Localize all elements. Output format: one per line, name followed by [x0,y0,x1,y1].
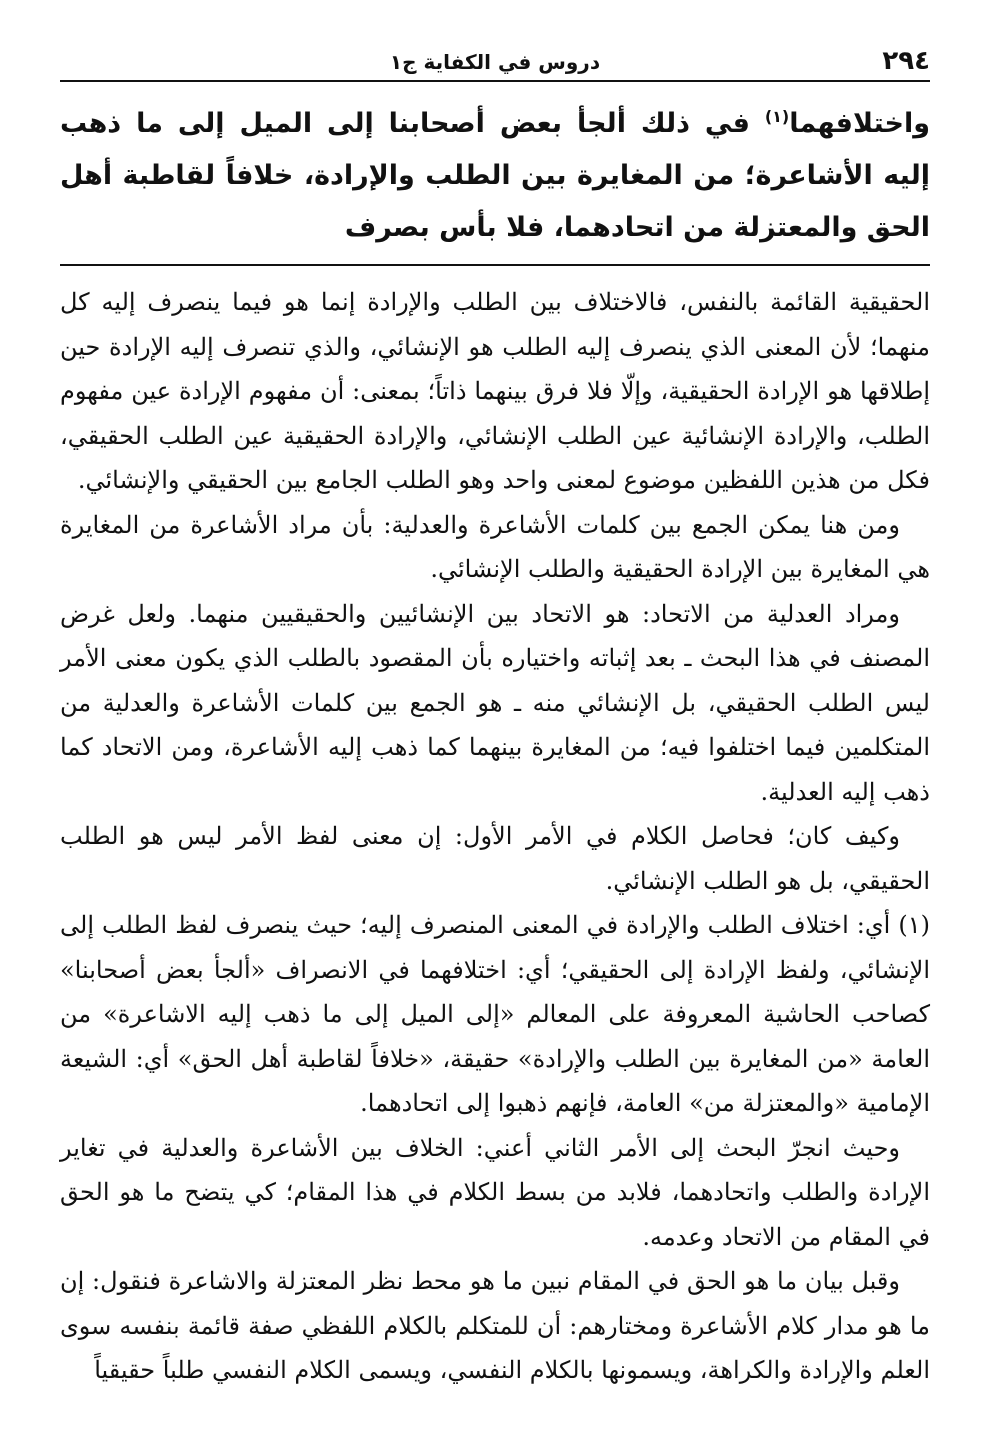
running-title: دروس في الكفاية ج١ [389,50,601,74]
commentary-paragraph-5: وحيث انجرّ البحث إلى الأمر الثاني أعني: الخلاف بين الأشاعرة والعدلية في تغاير الإرادة والطلب واتحادهما، فلابد من بسط الكلام في هذا المقام؛ كي يتضح ما هو الحق في المقام من الاتحاد وعدمه. [60,1133,930,1251]
commentary-paragraph-1: الحقيقية القائمة بالنفس، فالاختلاف بين الطلب والإرادة إنما هو فيما ينصرف إليه كل منهما؛ لأن المعنى الذي ينصرف إليه الطلب هو الإنشائي، والذي تنصرف إليه الإرادة حين إطلاقها هو الإرادة الحقيقية، وإلّا فلا فرق بينهما ذاتاً؛ بمعنى: أن مفهوم الإرادة عين مفهوم الطلب، والإرادة الإنشائية عين الطلب الإنشائي، والإرادة الحقيقية عين الطلب الحقيقي، فكل من هذين اللفظين موضوع لمعنى واحد وهو الطلب الجامع بين الحقيقي والإنشائي. [60,288,930,494]
commentary-paragraph-3: ومراد العدلية من الاتحاد: هو الاتحاد بين الإنشائيين والحقيقيين منهما. ولعل غرض المصنف في هذا البحث ـ بعد إثباته واختياره بأن المقصود بالطلب الذي يكون معنى الأمر ليس الطلب الحقيقي، بل الإنشائي منه ـ هو الجمع بين كلمات الأشاعرة والعدلية من المتكلمين فيما اختلفوا فيه؛ من المغايرة بينهما كما ذهب إليه الأشاعرة، ومن الاتحاد كما ذهب إليه العدلية. [60,599,931,806]
commentary-paragraph-6: وقبل بيان ما هو الحق في المقام نبين ما هو محط نظر المعتزلة والاشاعرة فنقول: إن ما هو مدار كلام الأشاعرة ومختارهم: أن للمتكلم بالكلام اللفظي صفة قائمة بنفسه سوى العلم والإرادة والكراهة، ويسمونها بالكلام النفسي، ويسمى الكلام النفسي طلباً حقيقياً [60,1267,930,1384]
footnote: (١) أي: اختلاف الطلب والإرادة في المعنى المنصرف إليه؛ حيث ينصرف لفظ الطلب إلى الإنشائي، ولفظ الإرادة إلى الحقيقي؛ أي: اختلافهما في الانصراف «ألجأ بعض أصحابنا» كصاحب الحاشية المعروفة على المعالم «إلى الميل إلى ما ذهب إليه الاشاعرة» من العامة «من المغايرة بين الطلب والإرادة» حقيقة، «خلافاً لقاطبة أهل الحق» أي: الشيعة الإمامية «والمعتزلة من» العامة، فإنهم ذهبوا إلى اتحادهما. [60,911,930,1117]
main-text-start: واختلافهما [789,108,930,139]
page-header [60,40,930,82]
commentary-paragraph-4: وكيف كان؛ فحاصل الكلام في الأمر الأول: إن معنى لفظ الأمر ليس هو الطلب الحقيقي، بل هو الطلب الإنشائي. [60,822,930,895]
commentary-paragraph-2: ومن هنا يمكن الجمع بين كلمات الأشاعرة والعدلية: بأن مراد الأشاعرة من المغايرة هي المغايرة بين الإرادة الحقيقية والطلب الإنشائي. [60,510,930,583]
main-text [60,98,930,254]
section-divider [60,264,930,266]
main-text-rest: في ذلك ألجأ بعض أصحابنا إلى الميل إلى ما ذهب إليه الأشاعرة؛ من المغايرة بين الطلب والإرادة، خلافاً لقاطبة أهل الحق والمعتزلة من اتحادهما، فلا بأس بصرف [60,108,930,243]
page-number: ٢٩٤ [882,46,930,76]
commentary [60,280,930,1393]
footnote-reference: (١) [764,107,790,126]
book-page [60,40,930,1440]
